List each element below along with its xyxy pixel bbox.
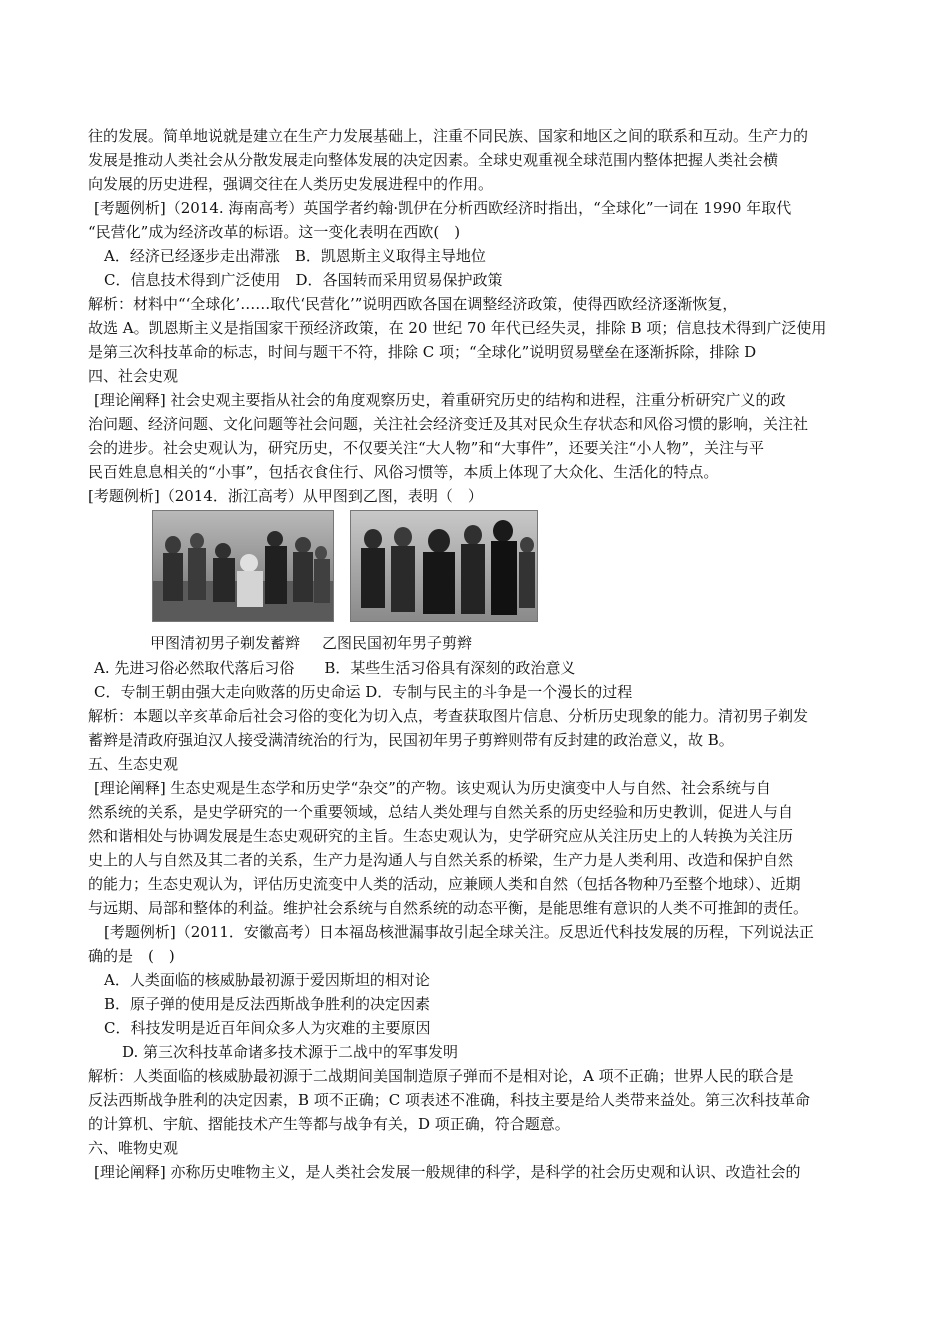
option-line: A．人类面临的核威胁最初源于爱因斯坦的相对论: [104, 971, 430, 989]
section4-question: [考题例析]（2014．浙江高考）从甲图到乙图，表明（ ）: [88, 487, 483, 505]
text-line: 的计算机、宇航、摺能技术产生等都与战争有关，D 项正确，符合题意。: [88, 1115, 570, 1133]
text-line: 的能力；生态史观认为，评估历史流变中人类的活动，应兼顾人类和自然（包括各物种乃至整个地球）、近期: [88, 875, 801, 893]
section-heading-social: 四、社会史观: [88, 367, 179, 385]
example1-analysis: [88, 292, 868, 364]
text-line: 治问题、经济问题、文化问题等社会问题，关注社会经济变迁及其对民众生存状态和风俗习惯的影响，关注社: [88, 415, 809, 433]
section-heading-ecology: 五、生态史观: [88, 755, 179, 773]
section5-options: [88, 968, 868, 1064]
text-line: 然系统的关系，是史学研究的一个重要领域，总结人类处理与自然关系的历史经验和历史教训，促进人与自: [88, 803, 794, 821]
text-line: 往的发展。简单地说就是建立在生产力发展基础上，注重不同民族、国家和地区之间的联系和互动。生产力的: [88, 127, 809, 145]
text-line: 蓄辫是清政府强迫汉人接受满清统治的行为，民国初年男子剪辫则带有反封建的政治意义，故 B。: [88, 731, 734, 749]
section4-analysis: [88, 704, 868, 752]
example1-options: [88, 244, 868, 292]
option-line: C．科技发明是近百年间众多人为灾难的主要原因: [104, 1019, 431, 1037]
example1-question: [88, 196, 868, 244]
section6-theory: [88, 1160, 868, 1184]
text-line: 解析：本题以辛亥革命后社会习俗的变化为切入点，考查获取图片信息、分析历史现象的能力。清初男子剃发: [88, 707, 809, 725]
figure-b-image: [350, 510, 538, 622]
text-line: [考题例析]（2014. 海南高考）英国学者约翰·凯伊在分析西欧经济时指出，“全球化”一词在 1990 年取代: [94, 199, 792, 217]
figure-a-image: [152, 510, 334, 622]
option-line: C．信息技术得到广泛使用 D．各国转而采用贸易保护政策: [104, 271, 503, 289]
intro-paragraph: [88, 124, 868, 196]
section5-question: [88, 920, 868, 968]
text-line: [理论阐释] 亦称历史唯物主义，是人类社会发展一般规律的科学，是科学的社会历史观和认识、改造社会的: [94, 1163, 801, 1181]
text-line: 史上的人与自然及其二者的关系，生产力是沟通人与自然关系的桥梁，生产力是人类利用、改造和保护自然: [88, 851, 794, 869]
document-page: [88, 124, 868, 1184]
text-line: 然和谐相处与协调发展是生态史观研究的主旨。生态史观认为，史学研究应从关注历史上的人转换为关注历: [88, 827, 794, 845]
section4-theory: [88, 388, 868, 484]
section5-theory: [88, 776, 868, 920]
text-line: 确的是 ( ): [88, 947, 175, 965]
text-line: 解析：人类面临的核威胁最初源于二战期间美国制造原子弹而不是相对论，A 项不正确；世界人民的联合是: [88, 1067, 794, 1085]
option-line: D. 第三次科技革命诸多技术源于二战中的军事发明: [122, 1043, 459, 1061]
option-line: B．原子弹的使用是反法西斯战争胜利的决定因素: [104, 995, 431, 1013]
section-heading-materialism: 六、唯物史观: [88, 1139, 179, 1157]
text-line: 向发展的历史进程，强调交往在人类历史发展进程中的作用。: [88, 175, 494, 193]
text-line: 解析：材料中“‘全球化’……取代‘民营化’”说明西欧各国在调整经济政策，使得西欧经济逐渐恢复，: [88, 295, 738, 313]
figure-captions: [88, 630, 868, 656]
text-line: 反法西斯战争胜利的决定因素，B 项不正确；C 项表述不准确，科技主要是给人类带来益处。第三次科技革命: [88, 1091, 811, 1109]
text-line: 与远期、局部和整体的利益。维护社会系统与自然系统的动态平衡，是能思维有意识的人类不可推卸的责任。: [88, 899, 809, 917]
section4-options: [88, 656, 868, 704]
text-line: “民营化”成为经济改革的标语。这一变化表明在西欧( ): [88, 223, 461, 241]
figure-b-caption: 乙图民国初年男子剪辫: [322, 634, 473, 652]
option-line: C．专制王朝由强大走向败落的历史命运 D．专制与民主的斗争是一个漫长的过程: [94, 683, 633, 701]
option-line: A．经济已经逐步走出滞涨 B．凯恩斯主义取得主导地位: [104, 247, 486, 265]
figure-row: [88, 508, 868, 626]
text-line: [考题例析]（2011．安徽高考）日本福岛核泄漏事故引起全球关注。反思近代科技发展的历程，下列说法正: [104, 923, 814, 941]
text-line: [理论阐释] 生态史观是生态学和历史学“杂交”的产物。该史观认为历史演变中人与自然、社会系统与自: [94, 779, 771, 797]
section5-analysis: [88, 1064, 868, 1136]
text-line: 故选 A。凯恩斯主义是指国家干预经济政策，在 20 世纪 70 年代已经失灵，排除 B 项；信息技术得到广泛使用: [88, 319, 827, 337]
figure-a-caption: 甲图清初男子剃发蓄辫: [150, 634, 301, 652]
text-line: 民百姓息息相关的“小事”，包括衣食住行、风俗习惯等，本质上体现了大众化、生活化的特点。: [88, 463, 719, 481]
text-line: 发展是推动人类社会从分散发展走向整体发展的决定因素。全球史观重视全球范围内整体把握人类社会横: [88, 151, 779, 169]
text-line: 是第三次科技革命的标志，时间与题干不符，排除 C 项；“全球化”说明贸易壁垒在逐渐拆除，排除 D: [88, 343, 757, 361]
text-line: 会的进步。社会史观认为，研究历史，不仅要关注“大人物”和“大事件”，还要关注“小人物”，关注与平: [88, 439, 765, 457]
option-line: A. 先进习俗必然取代落后习俗 B．某些生活习俗具有深刻的政治意义: [94, 659, 576, 677]
text-line: [理论阐释] 社会史观主要指从社会的角度观察历史，着重研究历史的结构和进程，注重分析研究广义的政: [94, 391, 786, 409]
